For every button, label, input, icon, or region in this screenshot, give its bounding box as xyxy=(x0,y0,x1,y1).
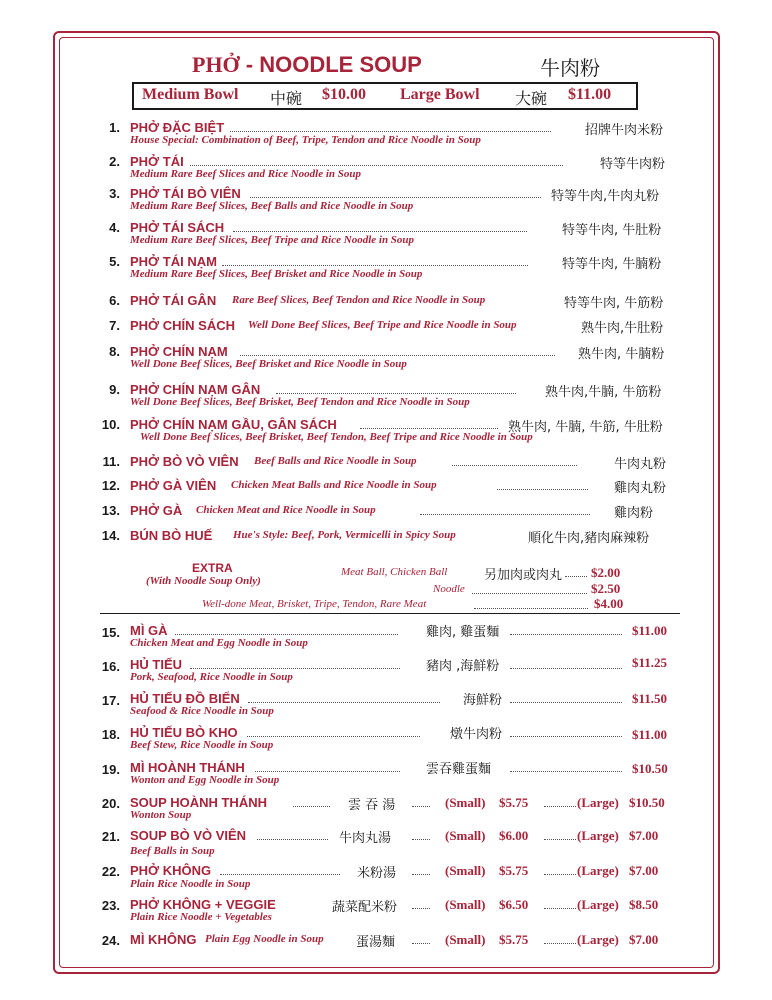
item-chinese-name: 特等牛肉, 牛腩粉 xyxy=(562,257,662,272)
item-chinese-name: 雞肉, 雞蛋麵 xyxy=(426,625,500,640)
item-name: MÌ KHÔNG xyxy=(130,932,197,947)
large-bowl-chinese: 大碗 xyxy=(515,89,548,108)
item-name: MÌ HOÀNH THÁNH xyxy=(130,760,245,775)
item-price: $11.00 xyxy=(632,623,668,638)
item-name: PHỞ CHÍN NẠM xyxy=(130,344,228,359)
item-name: BÚN BÒ HUẾ xyxy=(130,528,213,543)
item-description: Well Done Beef Slices, Beef Brisket, Beef Tendon, Beef Tripe and Rice Noodle in Soup xyxy=(140,431,533,443)
small-size-price: $6.00 xyxy=(499,828,529,843)
item-name: MÌ GÀ xyxy=(130,623,168,638)
item-description: Well Done Beef Slices, Beef Brisket, Beef Tendon and Rice Noodle in Soup xyxy=(130,396,470,408)
extra-line-price: $2.50 xyxy=(591,581,621,596)
item-description: Medium Rare Beef Slices, Beef Balls and Rice Noodle in Soup xyxy=(130,200,414,212)
item-number: 1. xyxy=(109,120,120,135)
item-name: PHỞ KHÔNG xyxy=(130,863,212,878)
dot-leader xyxy=(412,806,430,807)
dot-leader xyxy=(175,634,398,635)
item-name: PHỞ TÁI NẠM xyxy=(130,254,217,269)
item-number: 20. xyxy=(101,796,120,811)
item-description: Rare Beef Slices, Beef Tendon and Rice Noodle in Soup xyxy=(232,294,486,306)
item-description: Plain Rice Noodle + Vegetables xyxy=(130,911,272,923)
large-size-price: $8.50 xyxy=(629,897,659,912)
item-name: PHỞ TÁI SÁCH xyxy=(130,220,225,235)
dot-leader xyxy=(412,874,430,875)
dot-leader xyxy=(510,771,622,772)
item-number: 8. xyxy=(109,344,120,359)
extra-line-leader xyxy=(565,576,587,577)
item-description: Medium Rare Beef Slices and Rice Noodle in Soup xyxy=(130,168,361,180)
item-name: HỦ TIẾU BÒ KHO xyxy=(130,725,238,740)
item-number: 14. xyxy=(101,528,120,543)
dot-leader xyxy=(412,908,430,909)
item-name: PHỞ ĐẶC BIỆT xyxy=(130,120,225,135)
medium-bowl-price: $10.00 xyxy=(322,86,366,103)
item-chinese-name: 特等牛肉, 牛筋粉 xyxy=(564,296,664,311)
item-number: 17. xyxy=(101,693,120,708)
item-price: $11.25 xyxy=(632,655,668,670)
item-description: Beef Stew, Rice Noodle in Soup xyxy=(130,739,274,751)
dot-leader xyxy=(233,231,527,232)
dot-leader xyxy=(412,943,430,944)
dot-leader xyxy=(544,839,576,840)
small-size-label: (Small) xyxy=(445,828,486,843)
dot-leader xyxy=(255,771,400,772)
large-size-label: (Large) xyxy=(577,795,619,810)
extra-line-label: Well-done Meat, Brisket, Tripe, Tendon, Rare Meat xyxy=(202,598,427,610)
item-chinese-name: 蔬菜配米粉 xyxy=(332,900,398,915)
dot-leader xyxy=(257,839,328,840)
item-name: SOUP BÒ VÒ VIÊN xyxy=(130,828,247,843)
item-number: 22. xyxy=(101,864,120,879)
item-description: House Special: Combination of Beef, Tripe, Tendon and Rice Noodle in Soup xyxy=(130,134,481,146)
medium-bowl-chinese: 中碗 xyxy=(270,89,303,108)
large-size-price: $7.00 xyxy=(629,932,659,947)
item-chinese-name: 熟牛肉, 牛腩粉 xyxy=(578,347,665,362)
item-name: PHỞ TÁI BÒ VIÊN xyxy=(130,186,241,201)
item-description: Beef Balls in Soup xyxy=(130,845,215,857)
item-number: 11. xyxy=(102,454,120,469)
item-name: PHỞ KHÔNG + VEGGIE xyxy=(130,897,276,912)
item-number: 12. xyxy=(101,478,120,493)
item-number: 19. xyxy=(101,762,120,777)
item-number: 24. xyxy=(101,933,120,948)
dot-leader xyxy=(510,702,622,703)
item-chinese-name: 熟牛肉,牛肚粉 xyxy=(581,321,664,336)
item-number: 5. xyxy=(109,254,120,269)
item-name: PHỞ GÀ VIÊN xyxy=(130,478,217,493)
item-description: Medium Rare Beef Slices, Beef Tripe and Rice Noodle in Soup xyxy=(130,234,415,246)
item-number: 18. xyxy=(101,727,120,742)
item-name: PHỞ GÀ xyxy=(130,503,183,518)
item-description: Chicken Meat Balls and Rice Noodle in Soup xyxy=(231,479,437,491)
item-price: $11.00 xyxy=(632,727,668,742)
item-number: 3. xyxy=(109,186,120,201)
item-name: PHỞ CHÍN NẠM GẦU, GÂN SÁCH xyxy=(130,417,337,432)
item-description: Wonton Soup xyxy=(130,809,192,821)
item-number: 6. xyxy=(109,293,120,308)
item-chinese-name: 熟牛肉,牛腩, 牛筋粉 xyxy=(545,385,662,400)
dot-leader xyxy=(222,265,528,266)
item-name: PHỞ BÒ VÒ VIÊN xyxy=(130,454,239,469)
item-chinese-name: 雲吞雞蛋麵 xyxy=(426,762,492,777)
dot-leader xyxy=(544,908,576,909)
extra-line-leader xyxy=(474,608,588,609)
item-chinese-name: 雞肉丸粉 xyxy=(614,481,667,496)
item-price: $11.50 xyxy=(632,691,668,706)
dot-leader xyxy=(412,839,430,840)
item-chinese-name: 特等牛肉,牛肉丸粉 xyxy=(551,189,660,204)
large-size-price: $10.50 xyxy=(629,795,665,810)
item-chinese-name: 雲 吞 湯 xyxy=(348,798,396,813)
large-bowl-price: $11.00 xyxy=(568,86,612,103)
dot-leader xyxy=(544,874,576,875)
section-divider xyxy=(100,613,680,614)
dot-leader xyxy=(240,355,555,356)
dot-leader xyxy=(420,514,590,515)
dot-leader xyxy=(248,702,440,703)
item-description: Chicken Meat and Rice Noodle in Soup xyxy=(196,504,376,516)
menu-title-pho: PHỞ xyxy=(192,52,240,77)
small-size-label: (Small) xyxy=(445,932,486,947)
item-chinese-name: 豬肉 ,海鮮粉 xyxy=(426,659,500,674)
small-size-price: $5.75 xyxy=(499,795,529,810)
item-number: 23. xyxy=(101,898,120,913)
item-description: Beef Balls and Rice Noodle in Soup xyxy=(254,455,417,467)
large-size-price: $7.00 xyxy=(629,863,659,878)
small-size-label: (Small) xyxy=(445,795,486,810)
item-price: $10.50 xyxy=(632,761,668,776)
dot-leader xyxy=(220,874,340,875)
dot-leader xyxy=(452,465,577,466)
item-description: Well Done Beef Slices, Beef Tripe and Rice Noodle in Soup xyxy=(248,319,517,331)
item-chinese-name: 牛肉丸湯 xyxy=(339,831,392,846)
item-chinese-name: 順化牛肉,豬肉麻辣粉 xyxy=(528,531,650,546)
item-name: PHỞ CHÍN SÁCH xyxy=(130,318,235,333)
dot-leader xyxy=(510,736,622,737)
item-chinese-name: 牛肉丸粉 xyxy=(614,457,667,472)
extra-line-label: Meat Ball, Chicken Ball xyxy=(341,566,448,578)
dot-leader xyxy=(230,131,551,132)
item-description: Medium Rare Beef Slices, Beef Brisket and Rice Noodle in Soup xyxy=(130,268,423,280)
large-bowl-label: Large Bowl xyxy=(400,86,480,103)
large-size-label: (Large) xyxy=(577,828,619,843)
large-size-label: (Large) xyxy=(577,897,619,912)
item-number: 9. xyxy=(109,382,120,397)
dot-leader xyxy=(497,489,588,490)
small-size-price: $5.75 xyxy=(499,932,529,947)
dot-leader xyxy=(247,736,420,737)
item-number: 16. xyxy=(101,659,120,674)
item-chinese-name: 燉牛肉粉 xyxy=(450,727,503,742)
medium-bowl-label: Medium Bowl xyxy=(142,86,239,103)
extra-line-chinese: 另加肉或肉丸 xyxy=(484,568,563,583)
extra-subtitle: (With Noodle Soup Only) xyxy=(146,575,261,587)
dot-leader xyxy=(360,428,498,429)
item-chinese-name: 米粉湯 xyxy=(357,866,397,881)
item-number: 10. xyxy=(101,417,120,432)
item-description: Chicken Meat and Egg Noodle in Soup xyxy=(130,637,308,649)
item-chinese-name: 招牌牛肉米粉 xyxy=(585,123,664,138)
dot-leader xyxy=(190,668,400,669)
menu-title-rest: - NOODLE SOUP xyxy=(239,52,422,77)
extra-line-price: $2.00 xyxy=(591,565,621,580)
item-description: Wonton and Egg Noodle in Soup xyxy=(130,774,280,786)
item-name: HỦ TIẾU xyxy=(130,657,182,672)
item-description: Pork, Seafood, Rice Noodle in Soup xyxy=(130,671,293,683)
item-chinese-name: 雞肉粉 xyxy=(614,506,654,521)
item-number: 13. xyxy=(101,503,120,518)
item-name: PHỞ TÁI xyxy=(130,154,184,169)
large-size-price: $7.00 xyxy=(629,828,659,843)
menu-title-chinese: 牛肉粉 xyxy=(540,56,600,80)
item-description: Well Done Beef Slices, Beef Brisket and Rice Noodle in Soup xyxy=(130,358,407,370)
dot-leader xyxy=(510,668,622,669)
dot-leader xyxy=(293,806,330,807)
large-size-label: (Large) xyxy=(577,932,619,947)
item-name: HỦ TIẾU ĐỒ BIỂN xyxy=(130,691,240,706)
item-number: 4. xyxy=(109,220,120,235)
item-name: PHỞ TÁI GÂN xyxy=(130,293,217,308)
item-chinese-name: 特等牛肉粉 xyxy=(600,157,666,172)
dot-leader xyxy=(190,165,563,166)
item-chinese-name: 熟牛肉, 牛腩, 牛筋, 牛肚粉 xyxy=(508,420,663,435)
item-number: 7. xyxy=(109,318,120,333)
item-description: Plain Rice Noodle in Soup xyxy=(130,878,251,890)
item-description: Hue's Style: Beef, Pork, Vermicelli in Spicy Soup xyxy=(233,529,456,541)
menu-title xyxy=(192,52,422,78)
item-chinese-name: 特等牛肉, 牛肚粉 xyxy=(562,223,662,238)
large-size-label: (Large) xyxy=(577,863,619,878)
small-size-price: $6.50 xyxy=(499,897,529,912)
item-name: PHỞ CHÍN NẠM GÂN xyxy=(130,382,261,397)
dot-leader xyxy=(276,393,516,394)
small-size-label: (Small) xyxy=(445,863,486,878)
item-chinese-name: 蛋湯麵 xyxy=(356,935,396,950)
dot-leader xyxy=(544,806,576,807)
dot-leader xyxy=(510,634,622,635)
item-chinese-name: 海鮮粉 xyxy=(463,693,503,708)
item-description: Plain Egg Noodle in Soup xyxy=(205,933,324,945)
extra-line-price: $4.00 xyxy=(594,596,624,611)
extra-line-leader xyxy=(472,593,587,594)
dot-leader xyxy=(544,943,576,944)
small-size-label: (Small) xyxy=(445,897,486,912)
item-number: 21. xyxy=(101,829,120,844)
item-number: 2. xyxy=(109,154,120,169)
item-description: Seafood & Rice Noodle in Soup xyxy=(130,705,274,717)
item-number: 15. xyxy=(101,625,120,640)
extra-title: EXTRA xyxy=(192,561,233,575)
extra-line-label: Noodle xyxy=(433,583,465,595)
item-name: SOUP HOÀNH THÁNH xyxy=(130,795,267,810)
dot-leader xyxy=(250,197,541,198)
small-size-price: $5.75 xyxy=(499,863,529,878)
